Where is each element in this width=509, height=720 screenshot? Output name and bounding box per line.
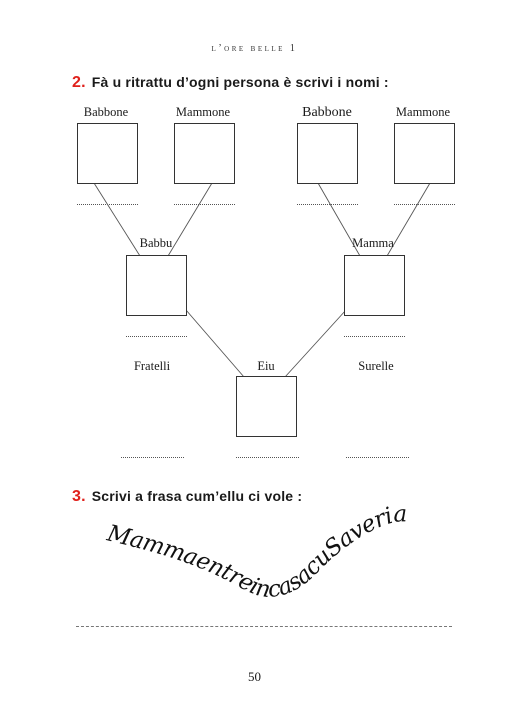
label-babbone-left: Babbone bbox=[83, 105, 129, 119]
page-number: 50 bbox=[248, 669, 261, 684]
label-babbone-right: Babbone bbox=[302, 105, 352, 120]
wavy-sentence-text: MammaentreincasacuSaveria bbox=[104, 501, 407, 604]
label-surelle: Surelle bbox=[358, 359, 394, 373]
answer-line[interactable] bbox=[76, 626, 452, 627]
label-mamma: Mamma bbox=[352, 236, 394, 250]
exercise-2-instruction: Fà u ritrattu d’ogni persona è scrivi i nomi : bbox=[91, 74, 389, 90]
exercise-3-instruction: Scrivi a frasa cum’ellu ci vole : bbox=[91, 488, 303, 504]
running-header: l’ore belle 1 bbox=[211, 43, 298, 54]
exercise-3-number: 3. bbox=[72, 488, 86, 505]
label-fratelli: Fratelli bbox=[133, 359, 171, 373]
svg-text:MammaentreincasacuSaveria bbox=[104, 501, 407, 603]
label-eiu: Eiu bbox=[257, 359, 275, 373]
label-mammone-right: Mammone bbox=[395, 105, 451, 119]
label-babbu: Babbu bbox=[139, 236, 173, 250]
exercise-2-number: 2. bbox=[72, 74, 86, 91]
label-mammone-left: Mammone bbox=[175, 105, 231, 119]
